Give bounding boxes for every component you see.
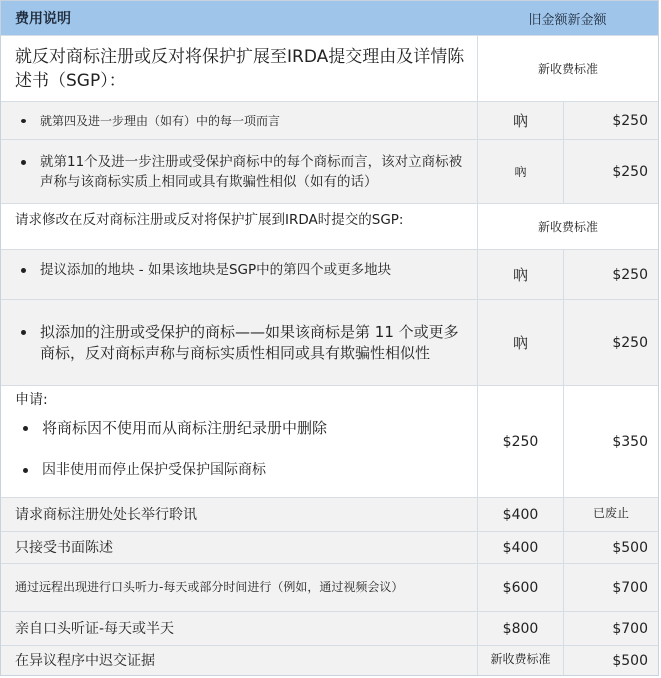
table-row: [1, 203, 658, 249]
new-amount: $350: [612, 433, 648, 450]
bullet-icon: [21, 330, 26, 335]
table-row: [1, 531, 658, 563]
table-row: [1, 299, 658, 385]
old-amount: 吶: [512, 112, 528, 130]
table-row: [1, 645, 658, 675]
row-description: 在异议程序中迟交证据: [15, 652, 155, 669]
row-description: 就第11个及进一步注册或受保护商标中的每个商标而言，该对立商标被声称与该商标实质上相同或具有欺骗性相似（如有的话）: [40, 153, 463, 190]
row-label: 申请:: [15, 392, 48, 408]
table-row: [1, 563, 658, 611]
old-amount: $250: [502, 433, 539, 450]
table-row: [1, 139, 658, 203]
new-amount: $500: [612, 539, 648, 556]
old-amount: 新收费标准: [490, 652, 551, 666]
table-row: [1, 497, 658, 531]
old-amount: $800: [502, 620, 539, 637]
row-description: 拟添加的注册或受保护的商标——如果该商标是第 11 个或更多商标，反对商标声称与商标实质性相同或具有欺骗性相似性: [40, 322, 459, 362]
bullet-icon: [21, 160, 26, 165]
new-amount: $250: [612, 266, 648, 283]
fee-note: 新收费标准: [537, 220, 598, 234]
table-row: [1, 611, 658, 645]
new-amount: $250: [612, 112, 648, 129]
table-header: [1, 1, 658, 35]
row-description: 就第四及进一步理由（如有）中的每一项而言: [40, 113, 281, 128]
row-description: 请求商标注册处处长举行聆讯: [15, 506, 197, 523]
fee-note: 新收费标准: [537, 62, 598, 76]
row-description: 亲自口头听证-每天或半天: [15, 620, 175, 637]
list-item: 因非使用而停止保护受保护国际商标: [42, 462, 266, 478]
new-amount: 已废止: [592, 506, 629, 520]
header-fee-description: 费用说明: [15, 11, 71, 27]
bullet-icon: [23, 468, 28, 473]
new-amount: $250: [612, 163, 648, 180]
old-amount: 吶: [514, 165, 527, 179]
row-description: 只接受书面陈述: [15, 539, 113, 556]
old-amount: $600: [502, 579, 539, 596]
new-amount: $700: [612, 620, 648, 637]
table-row: [1, 101, 658, 139]
header-amount-columns: 旧金额新金额: [528, 12, 607, 28]
table-row: [1, 249, 658, 299]
row-description: 请求修改在反对商标注册或反对将保护扩展到IRDA时提交的SGP:: [15, 212, 404, 228]
old-amount: 吶: [512, 334, 528, 352]
row-description: 就反对商标注册或反对将保护扩展至IRDA提交理由及详情陈述书（SGP）：: [15, 46, 465, 91]
new-amount: $700: [612, 579, 648, 596]
bullet-icon: [21, 119, 26, 123]
old-amount: 吶: [512, 266, 528, 284]
list-item: 将商标因不使用而从商标注册纪录册中删除: [42, 419, 328, 437]
new-amount: $250: [612, 334, 648, 351]
bullet-icon: [23, 426, 28, 431]
table-row: [1, 385, 658, 497]
table-row: [1, 35, 658, 101]
bullet-icon: [21, 268, 26, 273]
row-description: 提议添加的地块 - 如果该地块是SGP中的第四个或更多地块: [40, 262, 392, 278]
old-amount: $400: [502, 539, 539, 556]
new-amount: $500: [612, 652, 648, 669]
old-amount: $400: [502, 506, 539, 523]
row-description: 通过远程出现进行口头听力-每天或部分时间进行（例如，通过视频会议）: [15, 580, 404, 594]
